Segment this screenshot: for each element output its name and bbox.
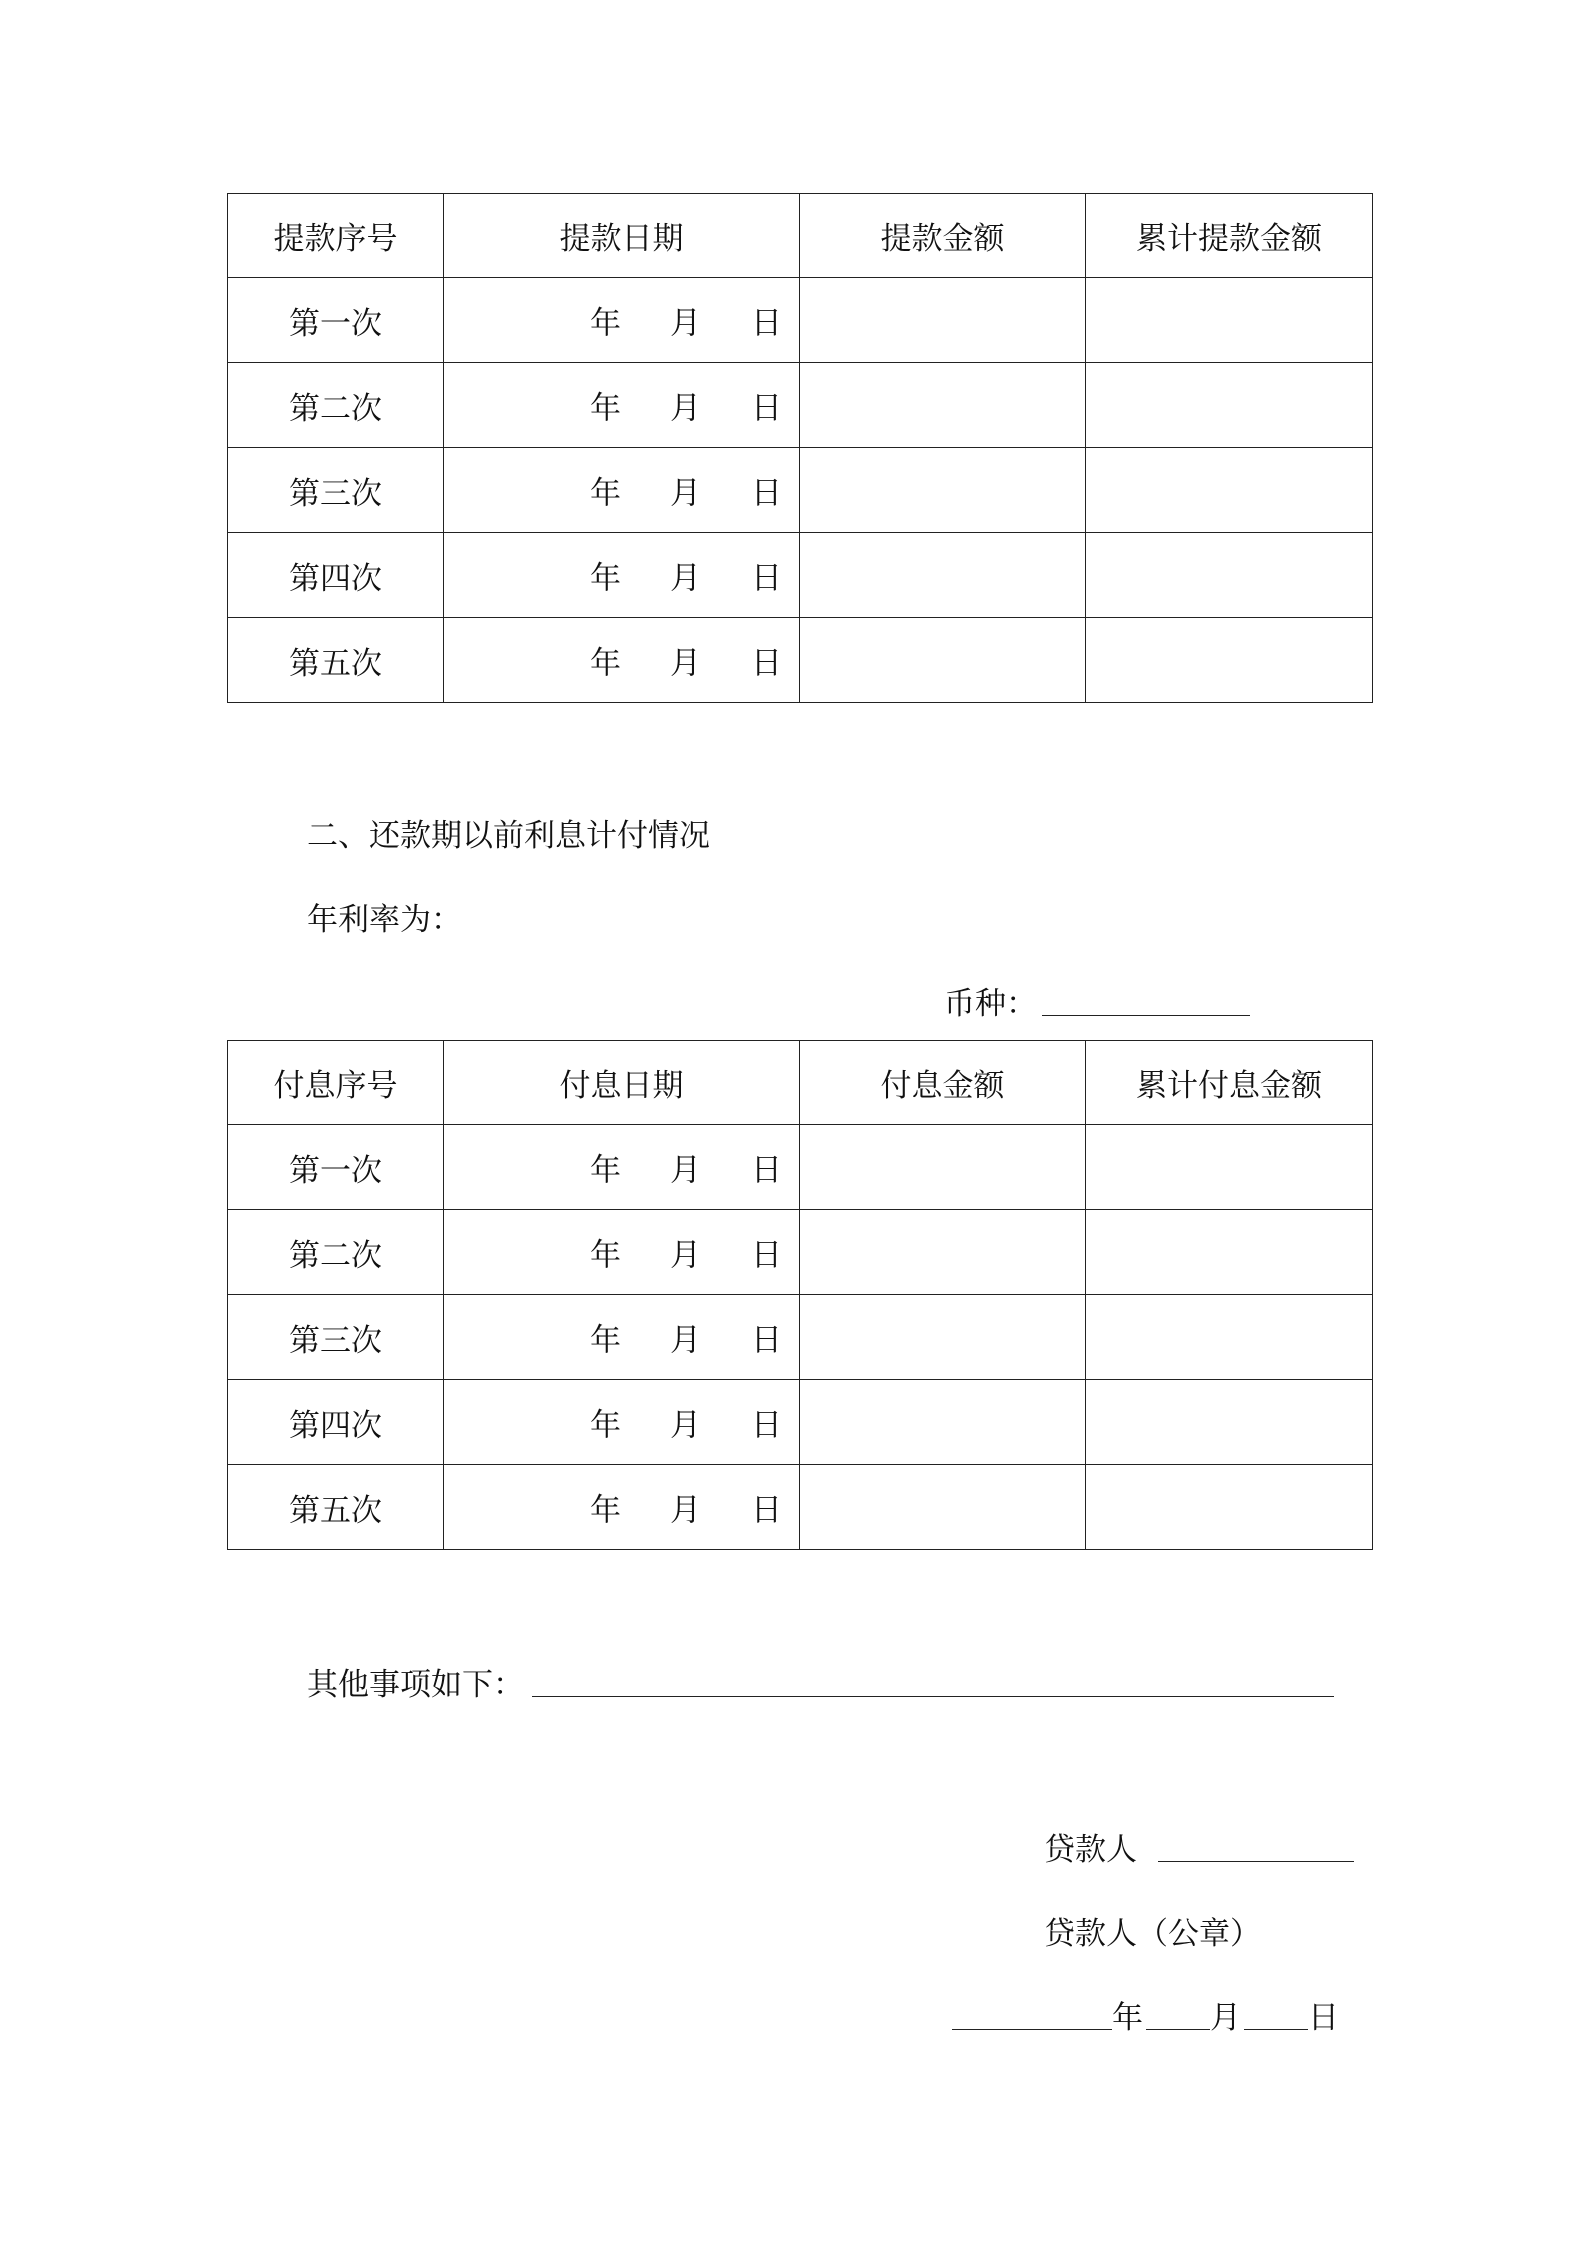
month-label: 月	[670, 1237, 701, 1274]
month-label: 月	[670, 1492, 701, 1529]
table-row	[228, 1210, 1373, 1295]
year-label: 年	[590, 645, 621, 682]
other-matters-blank[interactable]	[532, 1696, 1334, 1697]
month-label: 月	[670, 390, 701, 427]
drawdown-total-cell[interactable]	[1086, 533, 1373, 618]
interest-date-cell[interactable]	[444, 1465, 800, 1550]
day-label: 日	[751, 1407, 782, 1444]
interest-seq-cell: 第三次	[228, 1295, 444, 1380]
interest-seq-cell: 第五次	[228, 1465, 444, 1550]
interest-total-cell[interactable]	[1086, 1465, 1373, 1550]
month-label: 月	[670, 305, 701, 342]
month-label: 月	[670, 1322, 701, 1359]
section-heading: 二、还款期以前利息计付情况	[307, 818, 710, 854]
interest-amount-cell[interactable]	[800, 1380, 1086, 1465]
drawdown-amount-cell[interactable]	[800, 533, 1086, 618]
drawdown-table	[227, 193, 1373, 703]
day-label: 日	[751, 475, 782, 512]
date-year-label: 年	[1112, 2000, 1143, 2036]
drawdown-total-cell[interactable]	[1086, 363, 1373, 448]
drawdown-amount-cell[interactable]	[800, 448, 1086, 533]
interest-date-cell[interactable]	[444, 1295, 800, 1380]
drawdown-seq-cell: 第二次	[228, 363, 444, 448]
header-interest-total: 累计付息金额	[1086, 1041, 1373, 1125]
header-interest-seq: 付息序号	[228, 1041, 444, 1125]
day-label: 日	[751, 1492, 782, 1529]
interest-date-cell[interactable]	[444, 1125, 800, 1210]
interest-total-cell[interactable]	[1086, 1210, 1373, 1295]
header-interest-date: 付息日期	[444, 1041, 800, 1125]
lender-label: 贷款人	[1044, 1832, 1137, 1868]
interest-seq-cell: 第四次	[228, 1380, 444, 1465]
table-row	[228, 1295, 1373, 1380]
interest-total-cell[interactable]	[1086, 1380, 1373, 1465]
table-row	[228, 1380, 1373, 1465]
table-row	[228, 618, 1373, 703]
interest-seq-cell: 第二次	[228, 1210, 444, 1295]
date-year-blank[interactable]	[952, 2029, 1112, 2030]
lender-signature-blank[interactable]	[1158, 1861, 1354, 1862]
day-label: 日	[751, 1322, 782, 1359]
header-drawdown-total: 累计提款金额	[1086, 194, 1373, 278]
interest-total-cell[interactable]	[1086, 1295, 1373, 1380]
day-label: 日	[751, 1237, 782, 1274]
drawdown-total-cell[interactable]	[1086, 278, 1373, 363]
header-drawdown-amount: 提款金额	[800, 194, 1086, 278]
drawdown-amount-cell[interactable]	[800, 618, 1086, 703]
drawdown-total-cell[interactable]	[1086, 618, 1373, 703]
annual-rate-label: 年利率为：	[307, 902, 462, 938]
year-label: 年	[590, 560, 621, 597]
month-label: 月	[670, 560, 701, 597]
lender-seal-label: 贷款人（公章）	[1044, 1916, 1261, 1952]
drawdown-seq-cell: 第四次	[228, 533, 444, 618]
month-label: 月	[670, 475, 701, 512]
date-month-label: 月	[1210, 2000, 1241, 2036]
interest-date-cell[interactable]	[444, 1210, 800, 1295]
drawdown-header-row	[228, 194, 1373, 278]
interest-amount-cell[interactable]	[800, 1465, 1086, 1550]
year-label: 年	[590, 390, 621, 427]
interest-amount-cell[interactable]	[800, 1125, 1086, 1210]
interest-table	[227, 1040, 1373, 1550]
drawdown-date-cell[interactable]	[444, 533, 800, 618]
day-label: 日	[751, 645, 782, 682]
year-label: 年	[590, 1407, 621, 1444]
year-label: 年	[590, 1237, 621, 1274]
drawdown-date-cell[interactable]	[444, 363, 800, 448]
drawdown-date-cell[interactable]	[444, 278, 800, 363]
header-drawdown-seq: 提款序号	[228, 194, 444, 278]
month-label: 月	[670, 1152, 701, 1189]
year-label: 年	[590, 1322, 621, 1359]
table-row	[228, 278, 1373, 363]
header-interest-amount: 付息金额	[800, 1041, 1086, 1125]
drawdown-seq-cell: 第三次	[228, 448, 444, 533]
interest-header-row	[228, 1041, 1373, 1125]
interest-seq-cell: 第一次	[228, 1125, 444, 1210]
interest-total-cell[interactable]	[1086, 1125, 1373, 1210]
header-drawdown-date: 提款日期	[444, 194, 800, 278]
interest-amount-cell[interactable]	[800, 1210, 1086, 1295]
drawdown-seq-cell: 第五次	[228, 618, 444, 703]
day-label: 日	[751, 560, 782, 597]
day-label: 日	[751, 305, 782, 342]
day-label: 日	[751, 390, 782, 427]
month-label: 月	[670, 645, 701, 682]
interest-amount-cell[interactable]	[800, 1295, 1086, 1380]
month-label: 月	[670, 1407, 701, 1444]
drawdown-total-cell[interactable]	[1086, 448, 1373, 533]
table-row	[228, 1465, 1373, 1550]
drawdown-amount-cell[interactable]	[800, 278, 1086, 363]
interest-date-cell[interactable]	[444, 1380, 800, 1465]
table-row	[228, 448, 1373, 533]
currency-label: 币种：	[944, 986, 1037, 1022]
year-label: 年	[590, 1492, 621, 1529]
year-label: 年	[590, 1152, 621, 1189]
drawdown-date-cell[interactable]	[444, 448, 800, 533]
other-matters-label: 其他事项如下：	[307, 1667, 524, 1703]
currency-blank[interactable]	[1042, 1015, 1250, 1016]
date-month-blank[interactable]	[1146, 2029, 1210, 2030]
drawdown-amount-cell[interactable]	[800, 363, 1086, 448]
year-label: 年	[590, 305, 621, 342]
date-day-blank[interactable]	[1244, 2029, 1308, 2030]
day-label: 日	[751, 1152, 782, 1189]
table-row	[228, 533, 1373, 618]
drawdown-seq-cell: 第一次	[228, 278, 444, 363]
table-row	[228, 363, 1373, 448]
date-day-label: 日	[1308, 2000, 1339, 2036]
table-row	[228, 1125, 1373, 1210]
drawdown-date-cell[interactable]	[444, 618, 800, 703]
year-label: 年	[590, 475, 621, 512]
